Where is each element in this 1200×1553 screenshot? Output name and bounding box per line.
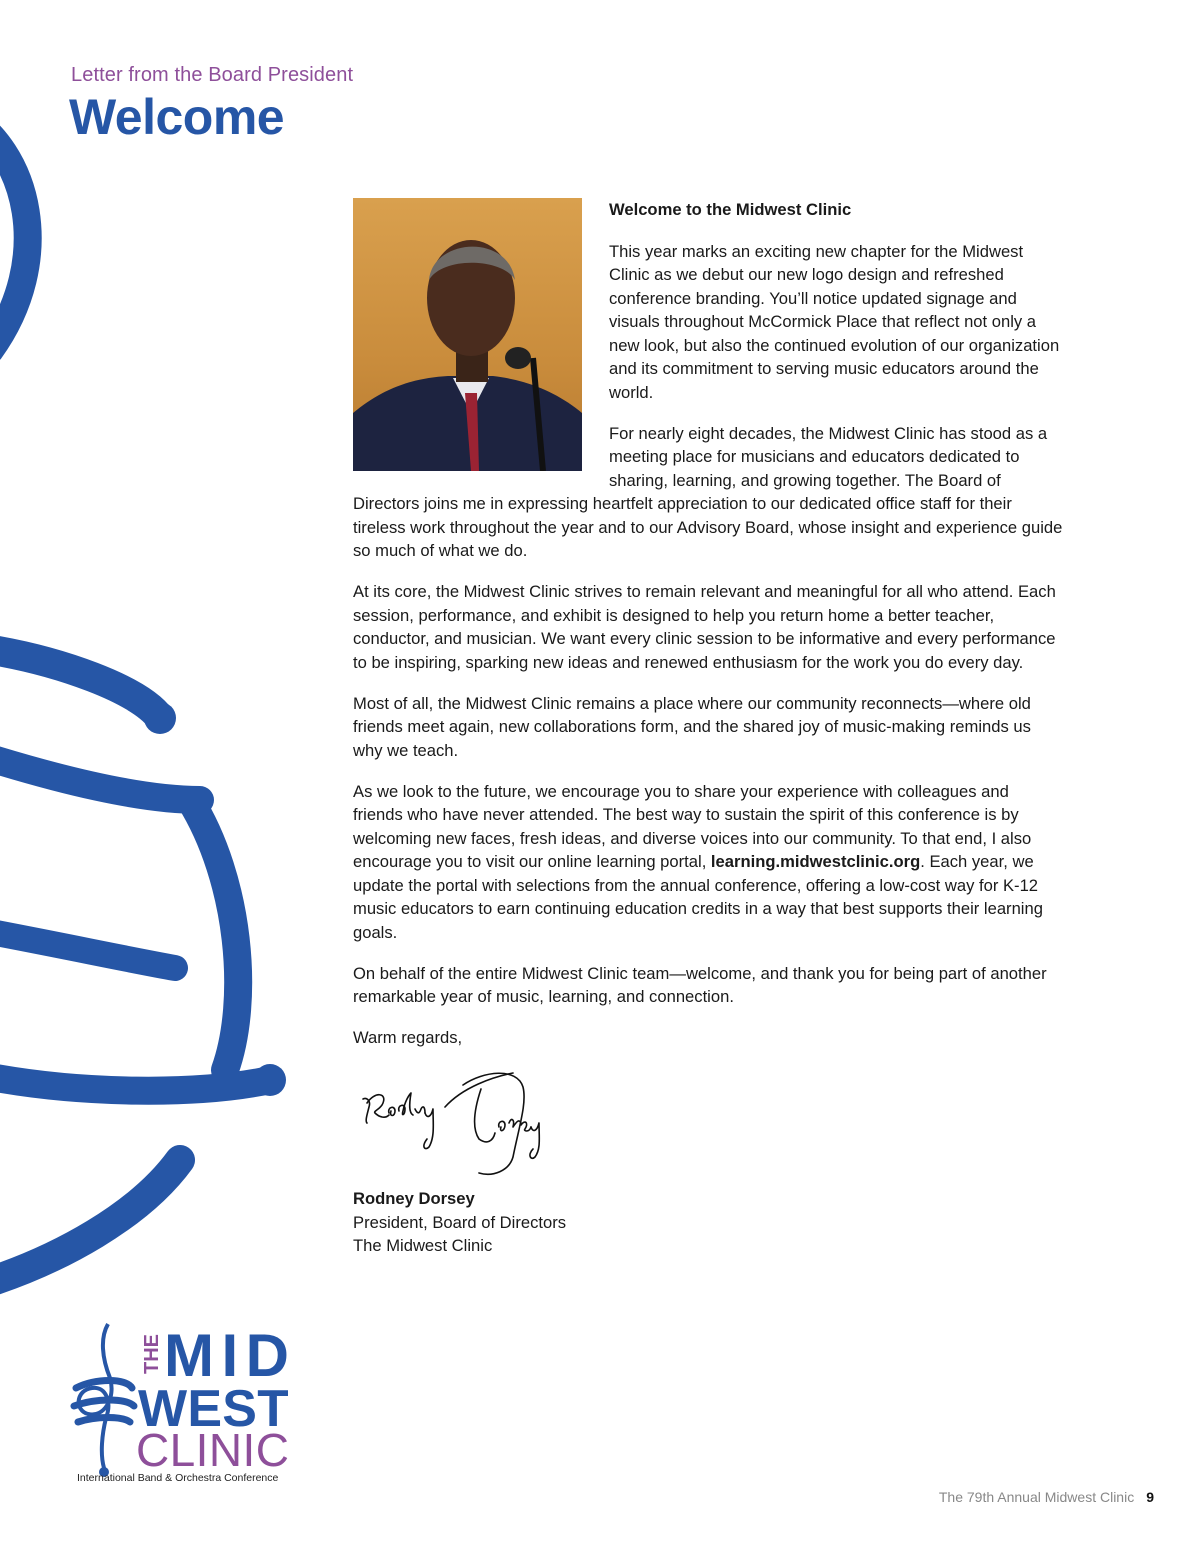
letter-paragraph [353,780,1063,945]
letter-greeting: Welcome to the Midwest Clinic [609,200,852,219]
letter-paragraph: For nearly eight decades, the Midwest Clinic has stood as a meeting place for musicians and educators dedicated to sharing, learning, and growing together. The Board of Directors joins me in expressing heartfelt appreciation to our dedicated office staff for their tireless work throughout the year and to our Advisory Board, whose insight and experience guide so much of what we do. [353,423,1063,560]
signatory-title: President, Board of Directors [353,1212,567,1232]
portal-link[interactable]: learning.midwestclinic.org [710,852,921,871]
page-footer [939,1489,1154,1505]
handwritten-signature-image [353,1067,553,1185]
footer-label: The 79th Annual Midwest Clinic [938,1489,1135,1505]
photo-wrap-spacer [353,198,609,488]
logo-clinic-text: CLINIC [136,1424,286,1476]
logo-the-text: THE [141,1334,163,1374]
section-kicker: Letter from the Board President [71,64,354,86]
page-title: Welcome [69,89,285,145]
letter-text: . Each year, we update the portal with selections from the annual conference, offering a low-cost way for K-12 music educators to earn continuing education credits in a way that best supports their learning goals. [353,852,1043,942]
midwest-clinic-logo [66,1318,288,1488]
letter-paragraph: This year marks an exciting new chapter for the Midwest Clinic as we debut our new logo design and refreshed conference branding. You’ll notice updated signage and visuals throughout McCormick Place that reflect not only a new look, but also the continued evolution of our organization and its commitment to serving music educators around the world. [609,241,1060,402]
letter-closing: Warm regards, [353,1028,463,1047]
letter-body [353,198,1063,1258]
logo-mid-text: MID [164,1322,286,1389]
letter-paragraph: On behalf of the entire Midwest Clinic team—welcome, and thank you for being part of another remarkable year of music, learning, and connection. [353,963,1047,1006]
signature [353,1067,1063,1187]
letter-text: As we look to the future, we encourage you to share your experience with colleagues and friends who have never attended. The best way to sustain the spirit of this conference is by welcoming new faces, fresh ideas, and diverse voices into our community. To that end, I also encourage you to visit our online learning portal, [353,781,1032,871]
letter-paragraph: Most of all, the Midwest Clinic remains a place where our community reconnects—where old friends meet again, new collaborations form, and the shared joy of music-making reminds us why we teach. [353,693,1031,760]
letter-paragraph: At its core, the Midwest Clinic strives to remain relevant and meaningful for all who attend. Each session, performance, and exhibit is designed to help you return home a better teacher, conductor, and musician. We want every clinic session to be informative and every performance to be inspiring, sparking new ideas and renewed enthusiasm for the work you do every day. [353,582,1056,672]
signatory-organization: The Midwest Clinic [353,1236,493,1255]
page-number: 9 [1146,1489,1154,1505]
logo-west-text: WEST [138,1380,286,1438]
signatory-name: Rodney Dorsey [353,1189,475,1208]
logo-tagline: International Band & Orchestra Conference [77,1472,279,1484]
